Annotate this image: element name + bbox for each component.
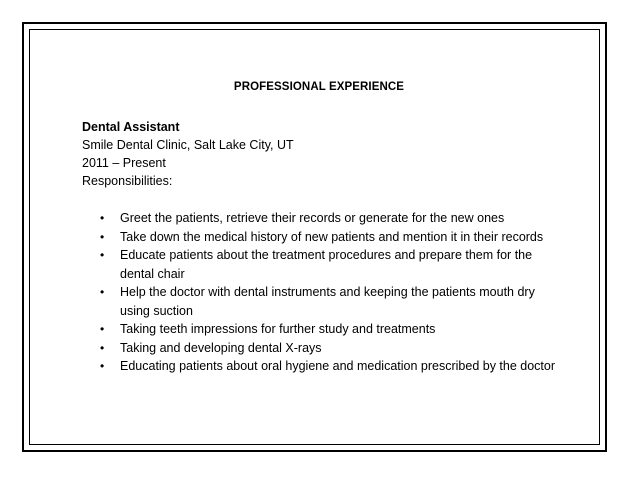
list-item (82, 357, 562, 376)
responsibilities-list (82, 209, 562, 376)
list-item-text: Educating patients about oral hygiene and medication prescribed by the doctor (120, 359, 556, 373)
bullet-icon: • (100, 229, 105, 244)
list-item (82, 320, 562, 339)
job-title: Dental Assistant (82, 120, 180, 134)
employer: Smile Dental Clinic, Salt Lake City, UT (82, 138, 294, 152)
list-item-text: Take down the medical history of new patients and mention it in their records (120, 229, 544, 244)
bullet-icon: • (100, 211, 105, 225)
experience-entry (82, 118, 562, 376)
bullet-icon: • (100, 359, 105, 373)
employment-dates: 2011 – Present (82, 156, 166, 170)
section-heading: PROFESSIONAL EXPERIENCE (233, 81, 405, 93)
list-item-text: Help the doctor with dental instruments and keeping the patients mouth dry using suction (120, 285, 535, 318)
list-item (82, 228, 562, 247)
bullet-icon: • (100, 285, 105, 299)
list-item (82, 209, 562, 228)
list-item (82, 283, 562, 320)
list-item (82, 339, 562, 358)
responsibilities-label: Responsibilities: (82, 174, 173, 188)
list-item-text: Educate patients about the treatment procedures and prepare them for the dental chair (120, 248, 533, 281)
list-item-text: Taking and developing dental X-rays (120, 340, 322, 355)
list-item-text: Taking teeth impressions for further study and treatments (120, 322, 436, 336)
bullet-icon: • (100, 340, 105, 355)
list-item-text: Greet the patients, retrieve their records or generate for the new ones (120, 211, 505, 225)
bullet-icon: • (100, 322, 105, 336)
bullet-icon: • (100, 248, 105, 262)
list-item (82, 246, 562, 283)
